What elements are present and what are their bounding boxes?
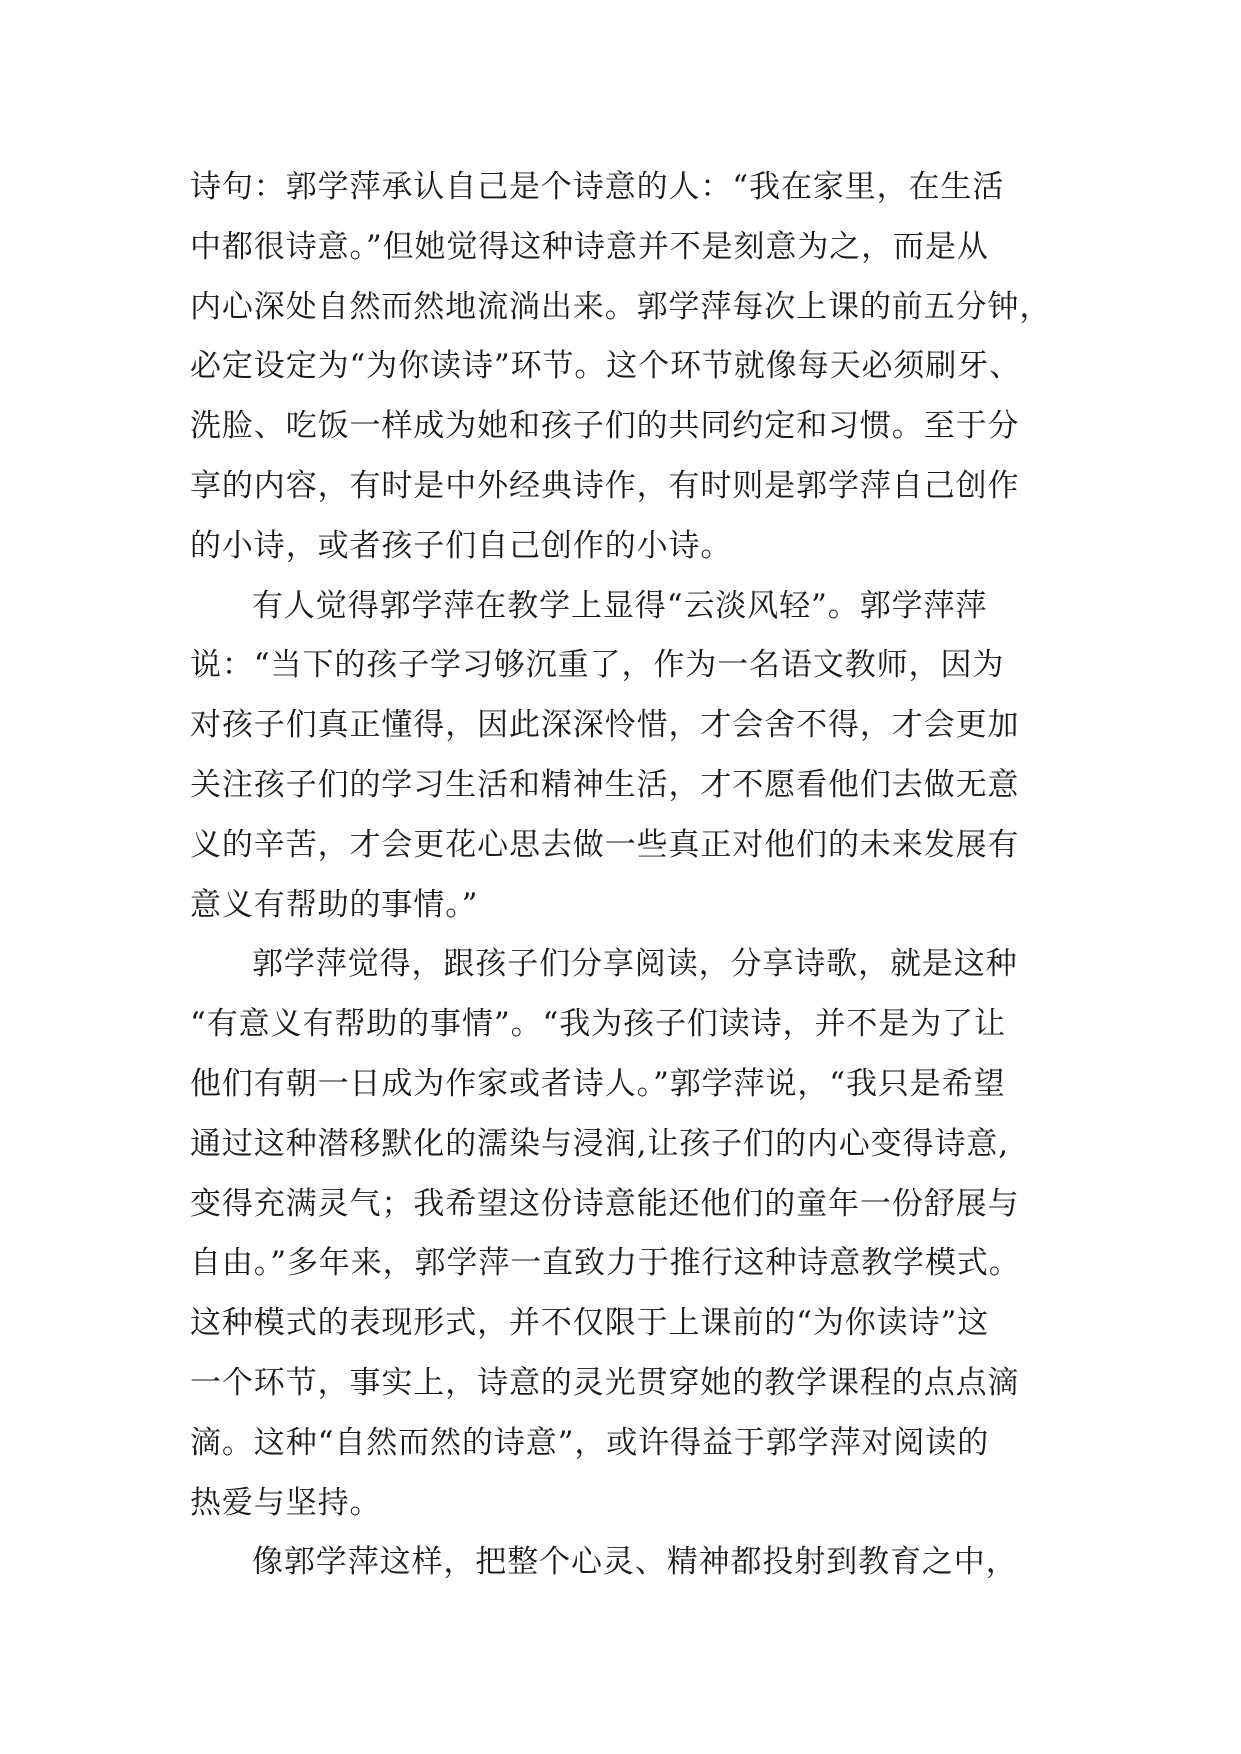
text-line: “有意义有帮助的事情”。“我为孩子们读诗，并不是为了让 — [190, 1006, 1006, 1043]
paragraph-start-line: 郭学萍觉得，跟孩子们分享阅读，分享诗歌，就是这种 — [252, 946, 1018, 983]
text-line: 滴。这种“自然而然的诗意”，或许得益于郭学萍对阅读的 — [190, 1424, 990, 1461]
text-line: 这种模式的表现形式，并不仅限于上课前的“为你读诗”这 — [190, 1305, 990, 1342]
body-text — [190, 158, 1070, 1593]
paragraph-start-line: 像郭学萍这样，把整个心灵、精神都投射到教育之中， — [252, 1544, 1018, 1581]
text-line: 内心深处自然而然地流淌出来。郭学萍每次上课的前五分钟， — [190, 288, 1052, 325]
paragraph-start-line: 有人觉得郭学萍在教学上显得“云淡风轻”。郭学萍萍 — [252, 587, 988, 624]
text-line: 享的内容，有时是中外经典诗作，有时则是郭学萍自己创作 — [190, 467, 1020, 504]
text-line: 诗句：郭学萍承认自己是个诗意的人：“我在家里，在生活 — [190, 169, 1005, 205]
text-line: 义的辛苦，才会更花心思去做一些真正对他们的未来发展有 — [190, 826, 1020, 863]
text-line: 通过这种潜移默化的濡染与浸润,让孩子们的内心变得诗意, — [190, 1125, 1010, 1162]
text-line: 的小诗，或者孩子们自己创作的小诗。 — [190, 527, 733, 564]
text-line: 必定设定为“为你读诗”环节。这个环节就像每天必须刷牙、 — [190, 348, 1021, 385]
text-line: 自由。”多年来，郭学萍一直致力于推行这种诗意教学模式。 — [190, 1245, 1021, 1282]
text-line: 洗脸、吃饭一样成为她和孩子们的共同约定和习惯。至于分 — [190, 408, 1020, 445]
text-line: 一个环节，事实上，诗意的灵光贯穿她的教学课程的点点滴 — [190, 1364, 1020, 1401]
text-line: 变得充满灵气；我希望这份诗意能还他们的童年一份舒展与 — [190, 1185, 1020, 1222]
text-line: 中都很诗意。”但她觉得这种诗意并不是刻意为之，而是从 — [190, 228, 989, 265]
text-line: 热爱与坚持。 — [190, 1484, 382, 1521]
text-line: 关注孩子们的学习生活和精神生活，才不愿看他们去做无意 — [190, 766, 1020, 803]
text-line: 意义有帮助的事情。” — [190, 886, 479, 923]
text-line: 对孩子们真正懂得，因此深深怜惜，才会舍不得，才会更加 — [190, 707, 1020, 744]
text-line: 说：“当下的孩子学习够沉重了，作为一名语文教师，因为 — [190, 647, 1005, 684]
text-line: 他们有朝一日成为作家或者诗人。”郭学萍说，“我只是希望 — [190, 1065, 1006, 1102]
